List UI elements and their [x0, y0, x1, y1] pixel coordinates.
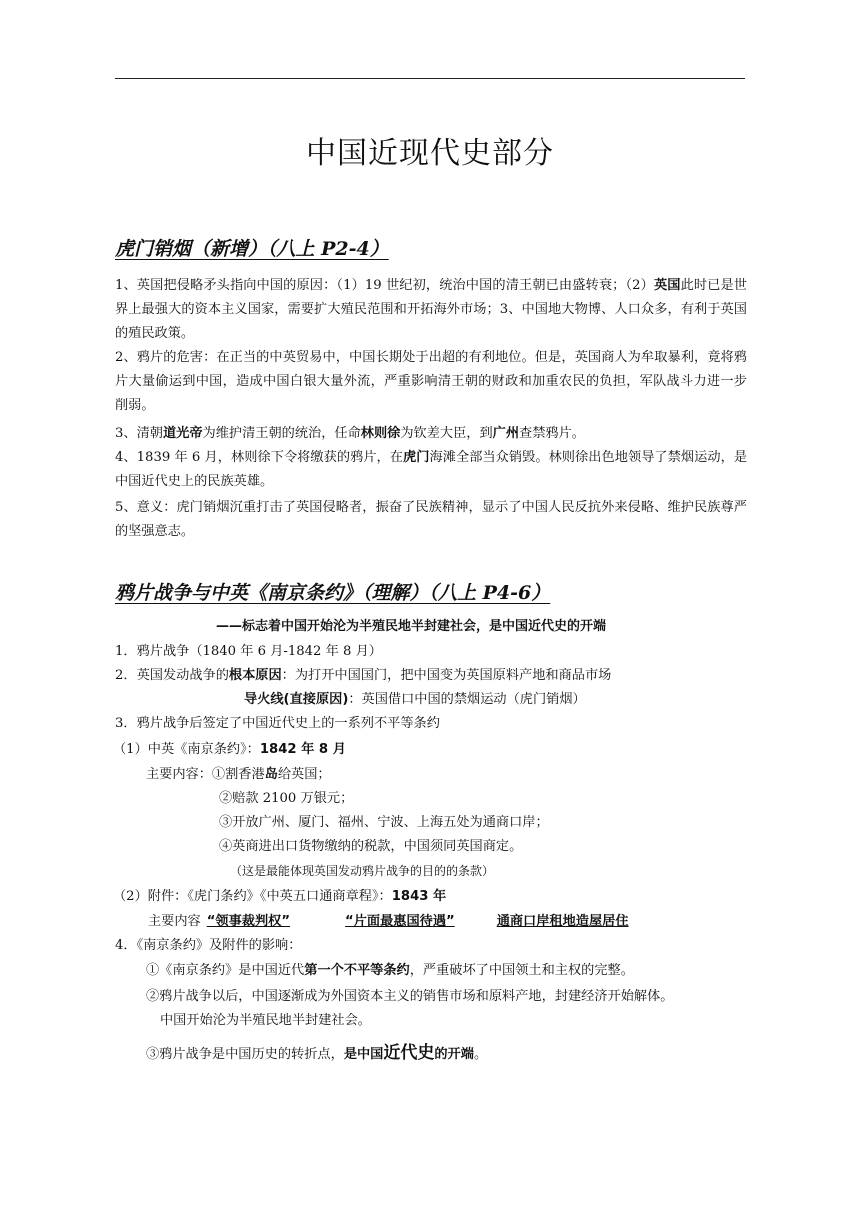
page-title: 中国近现代史部分 [306, 136, 554, 171]
item-2: 2．英国发动战争的根本原因：为打开中国国门，把中国变为英国原料产地和商品市场 [115, 668, 612, 683]
paragraph-2: 2、鸦片的危害：在正当的中英贸易中，中国长期处于出超的有利地位。但是，英国商人为牟取暴利，竟将鸦片大量偷运到中国，造成中国白银大量外流，严重影响清王朝的财政和加重农民的负担，军队战斗力进一步削弱。 [115, 350, 747, 413]
paragraph-3: 3、清朝道光帝为维护清王朝的统治，任命林则徐为钦差大臣，到广州查禁鸦片。 [115, 426, 585, 441]
item-4: 4．《南京条约》及附件的影响： [115, 938, 302, 953]
influence-2: ②鸦片战争以后，中国逐渐成为外国资本主义的销售市场和原料产地，封建经济开始解体。 [146, 989, 674, 1004]
paragraph-5: 5、意义：虎门销烟沉重打击了英国侵略者，振奋了民族精神，显示了中国人民反抗外来侵略、维护民族尊严的坚强意志。 [115, 500, 747, 539]
header-rule [115, 78, 745, 79]
influence-2-cont: 中国开始沦为半殖民地半封建社会。 [160, 1013, 371, 1028]
section-subtitle: ——标志着中国开始沦为半殖民地半封建社会，是中国近代史的开端 [216, 619, 607, 634]
treaty-appendix: （2）附件：《虎门条约》《中英五口通商章程》：1843 年 [113, 889, 447, 904]
treaty-content-3: ③开放广州、厦门、福州、宁波、上海五处为通商口岸； [219, 815, 549, 830]
treaty-note: （这是最能体现英国发动鸦片战争的目的的条款） [230, 864, 495, 878]
paragraph-4: 4、1839 年 6 月，林则徐下令将缴获的鸦片，在虎门海滩全部当众销毁。林则徐出色地领导了禁烟运动，是中国近代史上的民族英雄。 [115, 450, 748, 489]
section-heading-humen: 虎门销烟（新增）（八上 P2-4） [115, 238, 389, 260]
paragraph-1: 1、英国把侵略矛头指向中国的原因：（1）19 世纪初，统治中国的清王朝已由盛转衰；（2）英国此时已是世界上最强大的资本主义国家，需要扩大殖民范围和开拓海外市场；3、中国地大物博、人口众多，有利于英国的殖民政策。 [115, 278, 747, 341]
item-3: 3．鸦片战争后签定了中国近代史上的一系列不平等条约 [115, 716, 440, 731]
item-2-trigger: 导火线(直接原因)：英国借口中国的禁烟运动（虎门销烟） [244, 692, 586, 707]
treaty-nanjing: （1）中英《南京条约》：1842 年 8 月 [113, 742, 346, 757]
influence-1: ①《南京条约》是中国近代第一个不平等条约，严重破坏了中国领土和主权的完整。 [146, 963, 634, 978]
treaty-content-1: 主要内容：①割香港岛给英国； [146, 767, 331, 782]
influence-3: ③鸦片战争是中国历史的转折点，是中国近代史的开端。 [146, 1043, 488, 1063]
treaty-content-4: ④英商进出口货物缴纳的税款，中国须同英国商定。 [219, 839, 523, 854]
treaty-content-2: ②赔款 2100 万银元； [219, 791, 354, 806]
item-1: 1．鸦片战争（1840 年 6 月-1842 年 8 月） [115, 644, 382, 659]
appendix-content: 主要内容 “领事裁判权” “片面最惠国待遇” 通商口岸租地造屋居住 [148, 914, 629, 929]
section-heading-opium-war: 鸦片战争与中英《南京条约》（理解）（八上 P4-6） [115, 582, 551, 604]
